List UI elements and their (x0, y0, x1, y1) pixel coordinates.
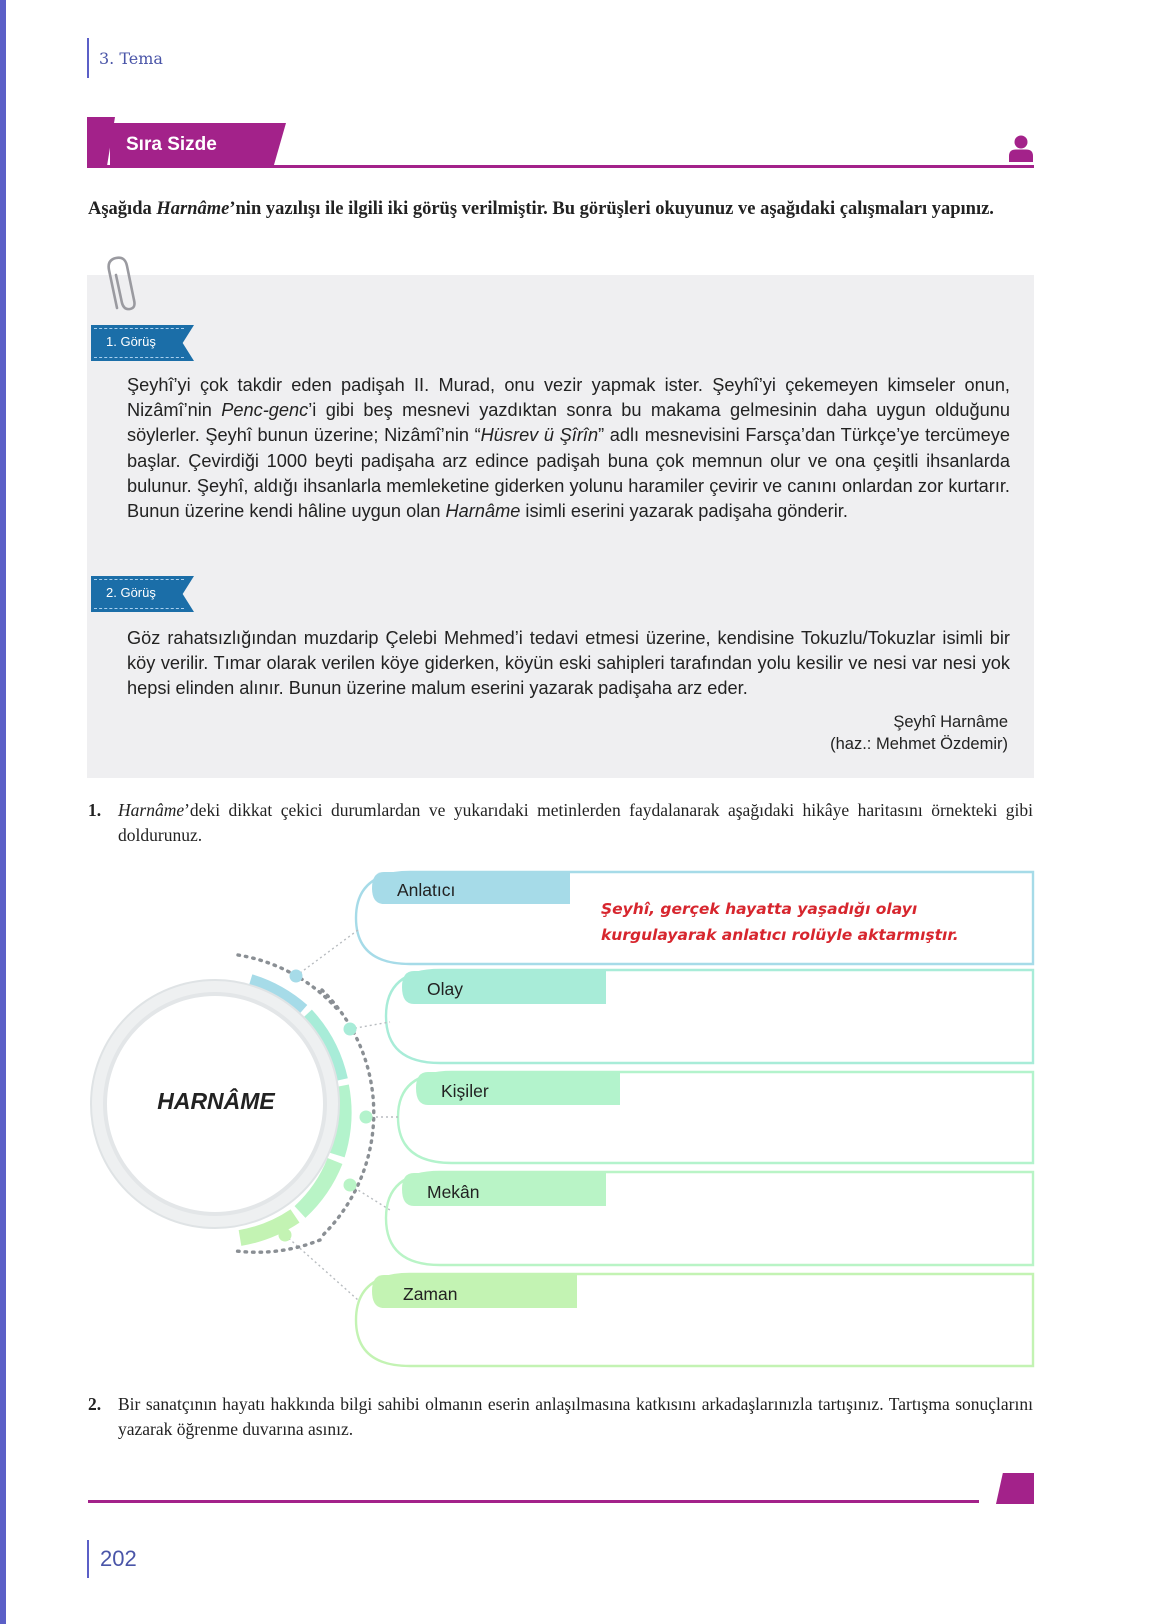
example-answer (601, 896, 1021, 948)
page-number-mark (87, 1540, 89, 1578)
footer-line (88, 1500, 979, 1503)
question-1: 1. Harnâme’deki dikkat çekici durumlardan ve yukarıdaki metinlerden faydalanarak aşağıdaki hikâye haritasını örnekteki gibi doldurunuz. (88, 800, 1033, 845)
section-title: Sıra Sizde (126, 134, 217, 155)
label-time: Zaman (403, 1284, 458, 1304)
label-characters: Kişiler (441, 1081, 489, 1101)
instructions: Aşağıda Harnâme’nin yazılışı ile ilgili iki görüş verilmiştir. Bu görüşleri okuyunuz ve aşağıdaki çalışmaları yapınız. (88, 199, 994, 219)
source-title: Şeyhî Harnâme (893, 713, 1008, 731)
page-number: 202 (100, 1546, 137, 1571)
label-event: Olay (427, 979, 463, 999)
answer-line-1: Şeyhî, gerçek hayatta yaşadığı olayı (601, 900, 918, 918)
question-1-number: 1. (88, 800, 102, 820)
label-narrator: Anlatıcı (397, 880, 456, 900)
answer-line-2: kurgulayarak anlatıcı rolüyle aktarmıştır. (601, 926, 959, 944)
view2-text: Göz rahatsızlığından muzdarip Çelebi Mehmed’i tedavi etmesi üzerine, kendisine Tokuzlu/Tokuzlar isimli bir köy verilir. Tımar olarak verilen köye giderken, köyün eski sahipleri tarafından yolu kesilir ve nesi var nesi yok hepsi elinden alınır. Bunun üzerine malum eserini yazarak padişaha arz eder. (127, 628, 1010, 699)
question-2-number: 2. (88, 1394, 102, 1414)
tema-label: 3. Tema (99, 49, 163, 68)
view1-label: 1. Görüş (106, 334, 156, 349)
view2-label: 2. Görüş (106, 585, 156, 600)
view1-text: Şeyhî’yi çok takdir eden padişah II. Murad, onu vezir yapmak ister. Şeyhî’yi çekemeyen kimseler onun, Nizâmî’nin Penc-genc’i gibi beş mesnevi yazdıktan sonra bu makama gelmesinin daha uygun olduğunu söylerler. Şeyhî bunun üzerine; Nizâmî’nin “Hüsrev ü Şîrîn” adlı mesnevisini Farsça’dan Türkçe’ye tercümeye başlar. Çevirdiği 1000 beyti padişaha arz edince padişah buna çok memnun olur ve ona çeşitli ihsanlarda bulunur. Şeyhî, aldığı ihsanlarla memleketine giderken yolunu haramiler çevirir ve canını onlardan zor kurtarır. Bunun üzerine kendi hâline uygun olan Harnâme isimli eserini yazarak padişaha gönderir. (127, 375, 1010, 522)
map-center-title: HARNÂME (157, 1088, 275, 1114)
label-place: Mekân (427, 1182, 480, 1202)
question-2: 2. Bir sanatçının hayatı hakkında bilgi sahibi olmanın eserin anlaşılmasına katkısını arkadaşlarınızla tartışınız. Tartışma sonuçlarını yazarak öğrenme duvarına asınız. (88, 1394, 1033, 1439)
source-editor: (haz.: Mehmet Özdemir) (830, 735, 1008, 753)
